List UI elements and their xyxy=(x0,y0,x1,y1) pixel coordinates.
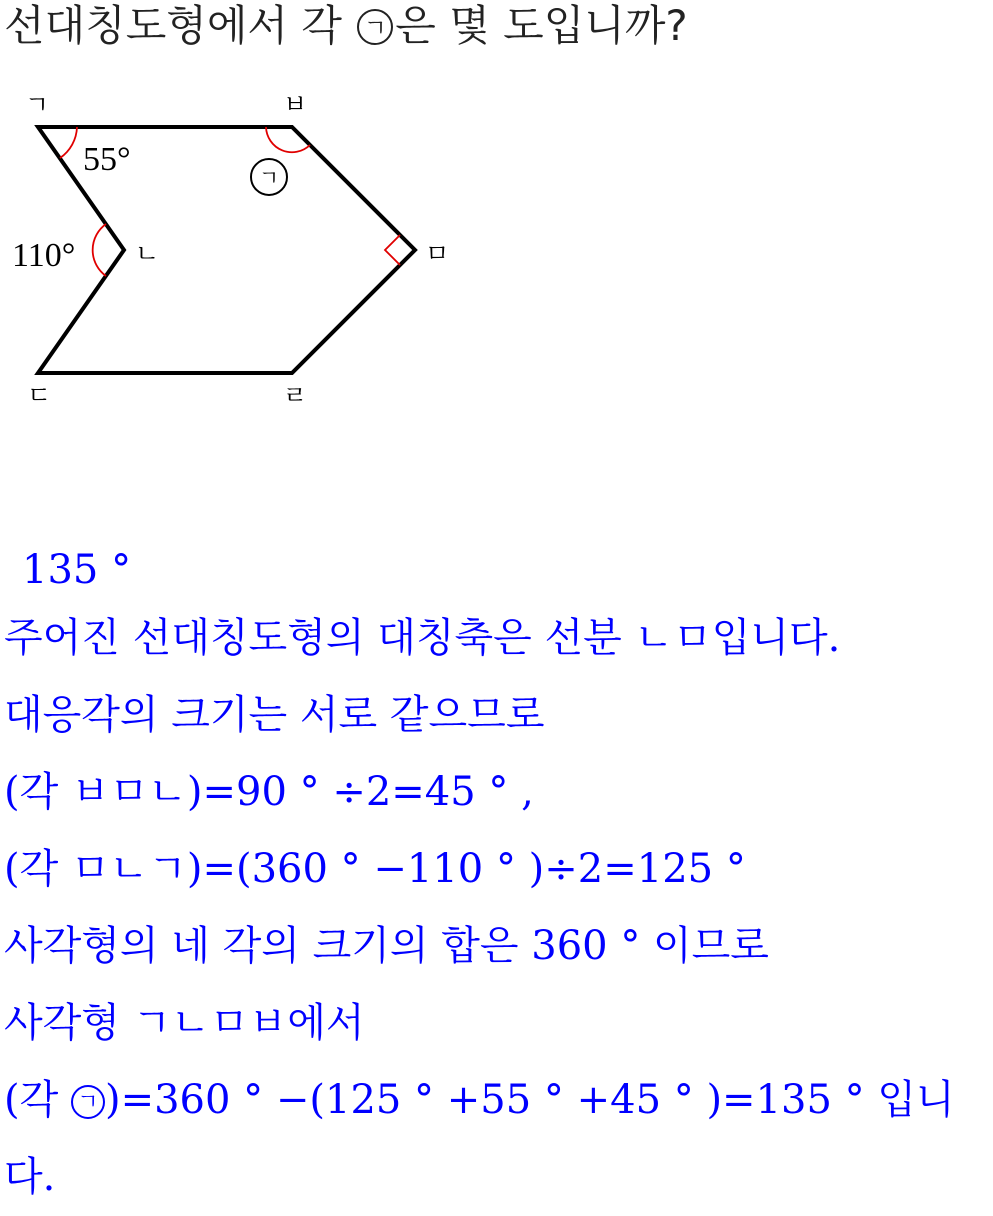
answer-value: 135 ° xyxy=(22,547,132,593)
circled-angle-label: ㄱ xyxy=(357,9,393,45)
solution-line-5: 사각형의 네 각의 크기의 합은 360 ° 이므로 xyxy=(4,923,769,969)
answer-section xyxy=(4,540,989,1216)
final-suffix: )=360 ° −(125 ° +55 ° +45 ° )=135 ° 입니 xyxy=(104,1077,955,1123)
solution-line-1: 주어진 선대칭도형의 대칭축은 선분 ㄴㅁ입니다. xyxy=(4,615,841,661)
final-circled-label: ㄱ xyxy=(71,1085,105,1119)
angle-label-110: 110° xyxy=(12,237,76,274)
line-symmetric-figure xyxy=(0,80,470,420)
solution-line-3: (각 ㅂㅁㄴ)=90 ° ÷2=45 ° , xyxy=(4,769,534,815)
solution-line-wrap: 다. xyxy=(4,1154,56,1200)
vertex-label-d: ㄷ xyxy=(27,381,52,410)
right-angle-mark-m xyxy=(385,235,400,265)
solution-line-final xyxy=(4,1062,989,1139)
unknown-angle-label: ㄱ xyxy=(258,166,280,190)
angle-label-55: 55° xyxy=(83,141,131,178)
solution-line-2: 대응각의 크기는 서로 같으므로 xyxy=(4,692,545,738)
vertex-label-n: ㄴ xyxy=(135,239,160,268)
question-prefix: 선대칭도형에서 각 xyxy=(4,1,356,50)
vertex-label-m: ㅁ xyxy=(425,239,450,268)
solution-line-6: 사각형 ㄱㄴㅁㅂ에서 xyxy=(4,1000,365,1046)
vertex-label-b: ㅂ xyxy=(283,90,308,119)
question-text xyxy=(4,0,688,52)
question-suffix: 은 몇 도입니까? xyxy=(395,1,688,50)
angle-arc-g xyxy=(60,127,77,158)
vertex-label-r: ㄹ xyxy=(283,381,308,410)
final-prefix: (각 xyxy=(4,1077,71,1123)
vertex-label-g: ㄱ xyxy=(25,90,50,119)
angle-arc-n xyxy=(93,224,106,276)
solution-line-4: (각 ㅁㄴㄱ)=(360 ° −110 ° )÷2=125 ° xyxy=(4,846,746,892)
